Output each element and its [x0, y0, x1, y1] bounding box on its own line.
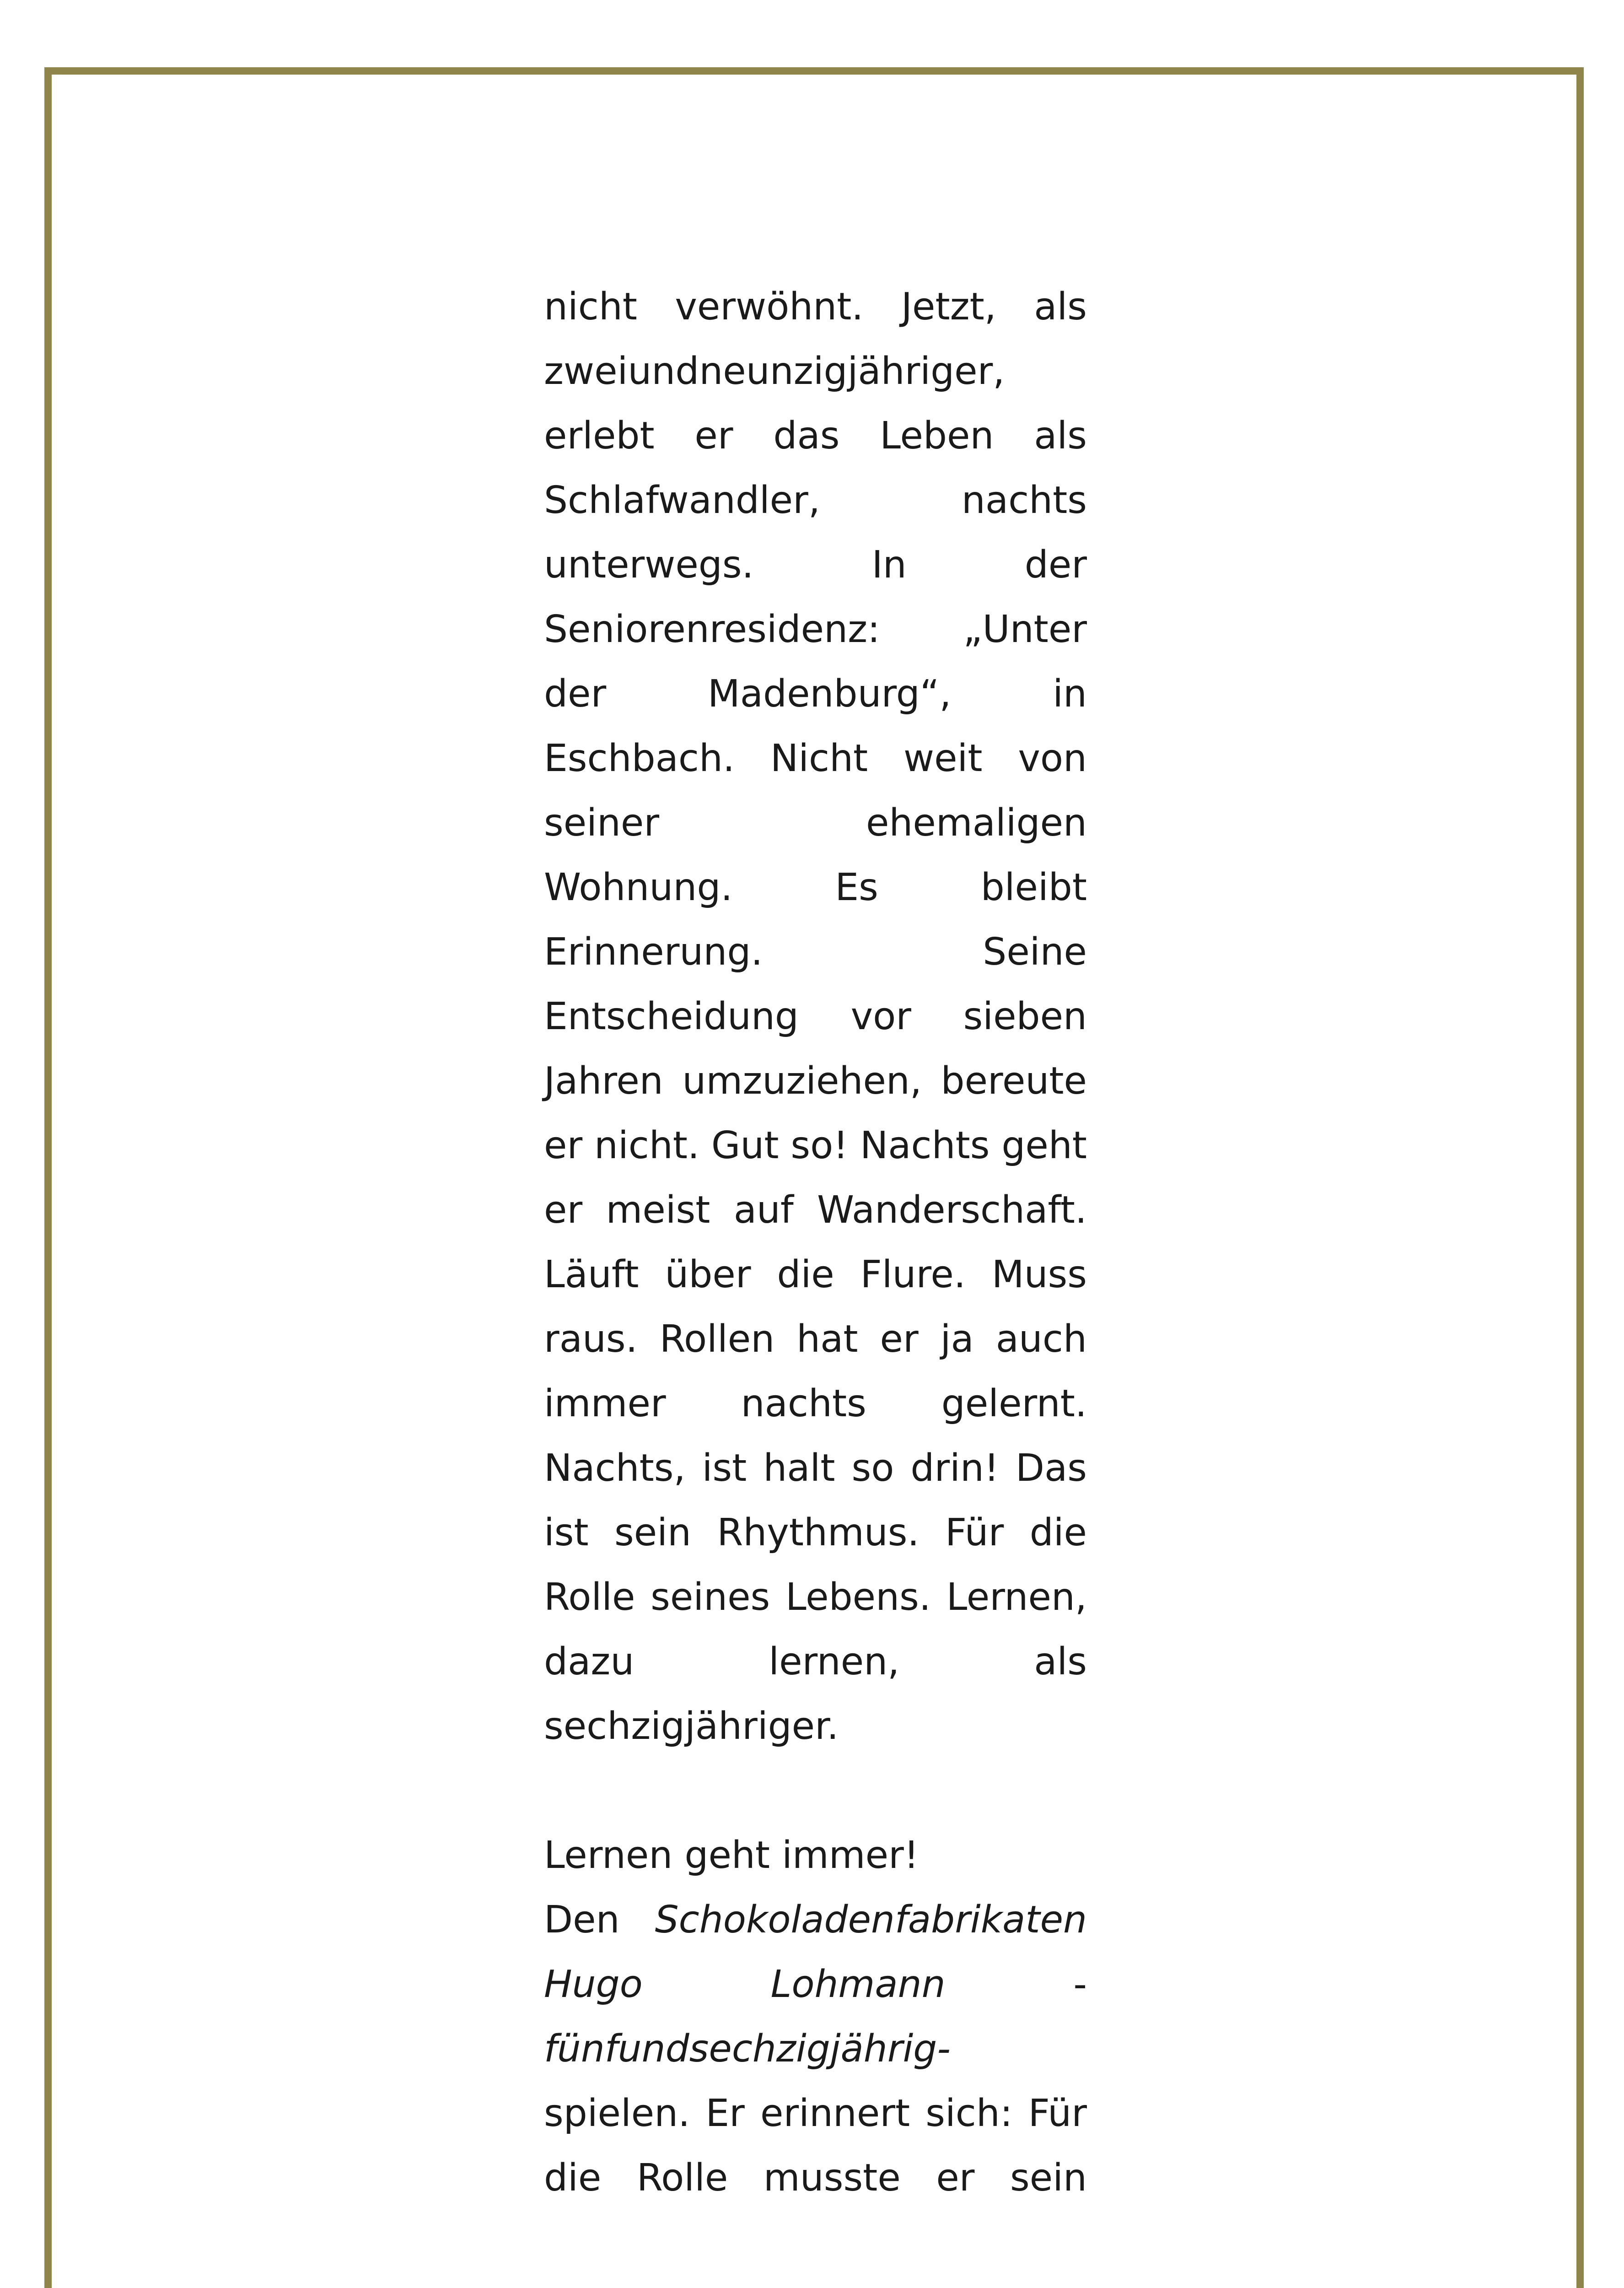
- word: als: [1034, 414, 1087, 458]
- word: sechzigjähriger.: [544, 1705, 839, 1748]
- page-number: [0, 2286, 1624, 2288]
- text-line: [544, 1178, 1087, 1242]
- word: geht: [1001, 1124, 1087, 1167]
- text-line: [544, 275, 1087, 339]
- word: nachts: [961, 479, 1087, 522]
- text-line: [544, 984, 1087, 1049]
- text-line: [544, 1049, 1087, 1113]
- word: Lebens.: [785, 1576, 931, 1619]
- word: spielen.: [544, 2092, 690, 2135]
- text-line: [544, 339, 1087, 404]
- word: nachts: [741, 1382, 866, 1425]
- word: das: [773, 414, 840, 458]
- word: die: [777, 1253, 834, 1296]
- word: der: [544, 672, 607, 716]
- word: Nachts,: [544, 1446, 686, 1490]
- word: Flure.: [860, 1253, 966, 1296]
- word: in: [1053, 672, 1087, 716]
- text-column: [544, 275, 1087, 2210]
- word: Schlafwandler,: [544, 479, 820, 522]
- word: zweiundneunzigjähriger,: [544, 350, 1005, 393]
- word: sein: [614, 1511, 691, 1554]
- word: Er: [705, 2092, 745, 2135]
- text-line: [544, 1242, 1087, 1307]
- word: Rhythmus.: [717, 1511, 920, 1554]
- word: Rolle: [544, 1576, 635, 1619]
- word: Eschbach.: [544, 737, 735, 780]
- word: seiner: [544, 801, 660, 845]
- text-line: [544, 726, 1087, 791]
- text-line: [544, 1436, 1087, 1500]
- word: Madenburg“,: [708, 672, 952, 716]
- text-line: [544, 1113, 1087, 1178]
- text-line: [544, 662, 1087, 726]
- word: drin!: [910, 1446, 999, 1490]
- word: bereute: [941, 1059, 1087, 1103]
- word: erlebt: [544, 414, 655, 458]
- word: die: [1029, 1511, 1087, 1554]
- word: Wanderschaft.: [817, 1188, 1087, 1232]
- word: Hugo: [544, 1963, 643, 2006]
- word: nicht.: [594, 1124, 700, 1167]
- word: hat: [796, 1317, 858, 1361]
- word: auf: [733, 1188, 794, 1232]
- text-line: [544, 533, 1087, 597]
- word: so: [851, 1446, 894, 1490]
- text-line: [544, 404, 1087, 468]
- word: Rollen: [659, 1317, 775, 1361]
- line-text: Lernen geht immer!: [544, 1834, 919, 1877]
- word: Lernen,: [946, 1576, 1087, 1619]
- word: Läuft: [544, 1253, 639, 1296]
- word: Lohmann: [770, 1963, 946, 2006]
- word: Das: [1015, 1446, 1087, 1490]
- text-line: [544, 2081, 1087, 2146]
- word: Den: [544, 1898, 620, 1942]
- word: nicht: [544, 285, 637, 329]
- word: Für: [1028, 2092, 1087, 2135]
- word: Für: [945, 1511, 1004, 1554]
- word: raus.: [544, 1317, 638, 1361]
- word: In: [871, 543, 907, 587]
- word: über: [665, 1253, 751, 1296]
- text-line: [544, 1565, 1087, 1630]
- text-line: [544, 791, 1087, 855]
- word: so!: [790, 1124, 849, 1167]
- text-line: [544, 1630, 1087, 1694]
- word: bleibt: [980, 866, 1087, 909]
- word: weit: [903, 737, 983, 780]
- word: er: [936, 2156, 975, 2200]
- text-line: [544, 1371, 1087, 1436]
- word: Rolle: [636, 2156, 728, 2200]
- word: als: [1034, 1640, 1087, 1684]
- word: seines: [651, 1576, 770, 1619]
- word: meist: [606, 1188, 710, 1232]
- word: -: [1073, 1963, 1087, 2006]
- word: er: [694, 414, 733, 458]
- text-line: [544, 1500, 1087, 1565]
- paragraph-2: [544, 1823, 1087, 2210]
- word: Nachts: [860, 1124, 990, 1167]
- word: Leben: [880, 414, 994, 458]
- text-line: [544, 2017, 1087, 2081]
- paragraph-gap: [544, 1759, 1087, 1823]
- text-line: [544, 2146, 1087, 2210]
- word: lernen,: [769, 1640, 900, 1684]
- word: gelernt.: [941, 1382, 1087, 1425]
- word: sieben: [963, 995, 1087, 1038]
- text-line: [544, 468, 1087, 533]
- word: Erinnerung.: [544, 930, 763, 974]
- word: er: [880, 1317, 919, 1361]
- word: Es: [835, 866, 878, 909]
- word: Wohnung.: [544, 866, 733, 909]
- word: er: [544, 1188, 583, 1232]
- word: erinnert: [760, 2092, 910, 2135]
- word: ist: [702, 1446, 747, 1490]
- word: Seine: [983, 930, 1087, 974]
- word: von: [1018, 737, 1087, 780]
- text-line: [544, 855, 1087, 920]
- text-line: [544, 920, 1087, 984]
- word: „Unter: [963, 608, 1087, 651]
- word: Entscheidung: [544, 995, 799, 1038]
- word: verwöhnt.: [675, 285, 864, 329]
- text-line: [544, 1823, 1087, 1888]
- word: Gut: [711, 1124, 779, 1167]
- word: Schokoladenfabrikaten: [655, 1898, 1087, 1942]
- text-line: [544, 1888, 1087, 1952]
- word: ehemaligen: [866, 801, 1087, 845]
- word: der: [1024, 543, 1087, 587]
- paragraph-1: [544, 275, 1087, 1759]
- word: immer: [544, 1382, 666, 1425]
- word: unterwegs.: [544, 543, 754, 587]
- word: halt: [763, 1446, 835, 1490]
- text-line: [544, 1694, 1087, 1759]
- word: die: [544, 2156, 602, 2200]
- word: sich:: [925, 2092, 1013, 2135]
- word: Muss: [991, 1253, 1087, 1296]
- word: ja: [940, 1317, 974, 1361]
- text-line: [544, 597, 1087, 662]
- word: musste: [763, 2156, 901, 2200]
- word: als: [1034, 285, 1087, 329]
- word: vor: [850, 995, 911, 1038]
- word: ist: [544, 1511, 589, 1554]
- word: auch: [995, 1317, 1087, 1361]
- word: Jahren: [544, 1059, 663, 1103]
- word: er: [544, 1124, 583, 1167]
- word: Jetzt,: [901, 285, 996, 329]
- text-line: [544, 1307, 1087, 1371]
- word: umzuziehen,: [682, 1059, 922, 1103]
- word: dazu: [544, 1640, 635, 1684]
- text-line: [544, 1952, 1087, 2017]
- line-text: fünfundsechzigjährig-: [544, 2027, 951, 2071]
- word: sein: [1010, 2156, 1087, 2200]
- word: Seniorenresidenz:: [544, 608, 880, 651]
- word: Nicht: [770, 737, 868, 780]
